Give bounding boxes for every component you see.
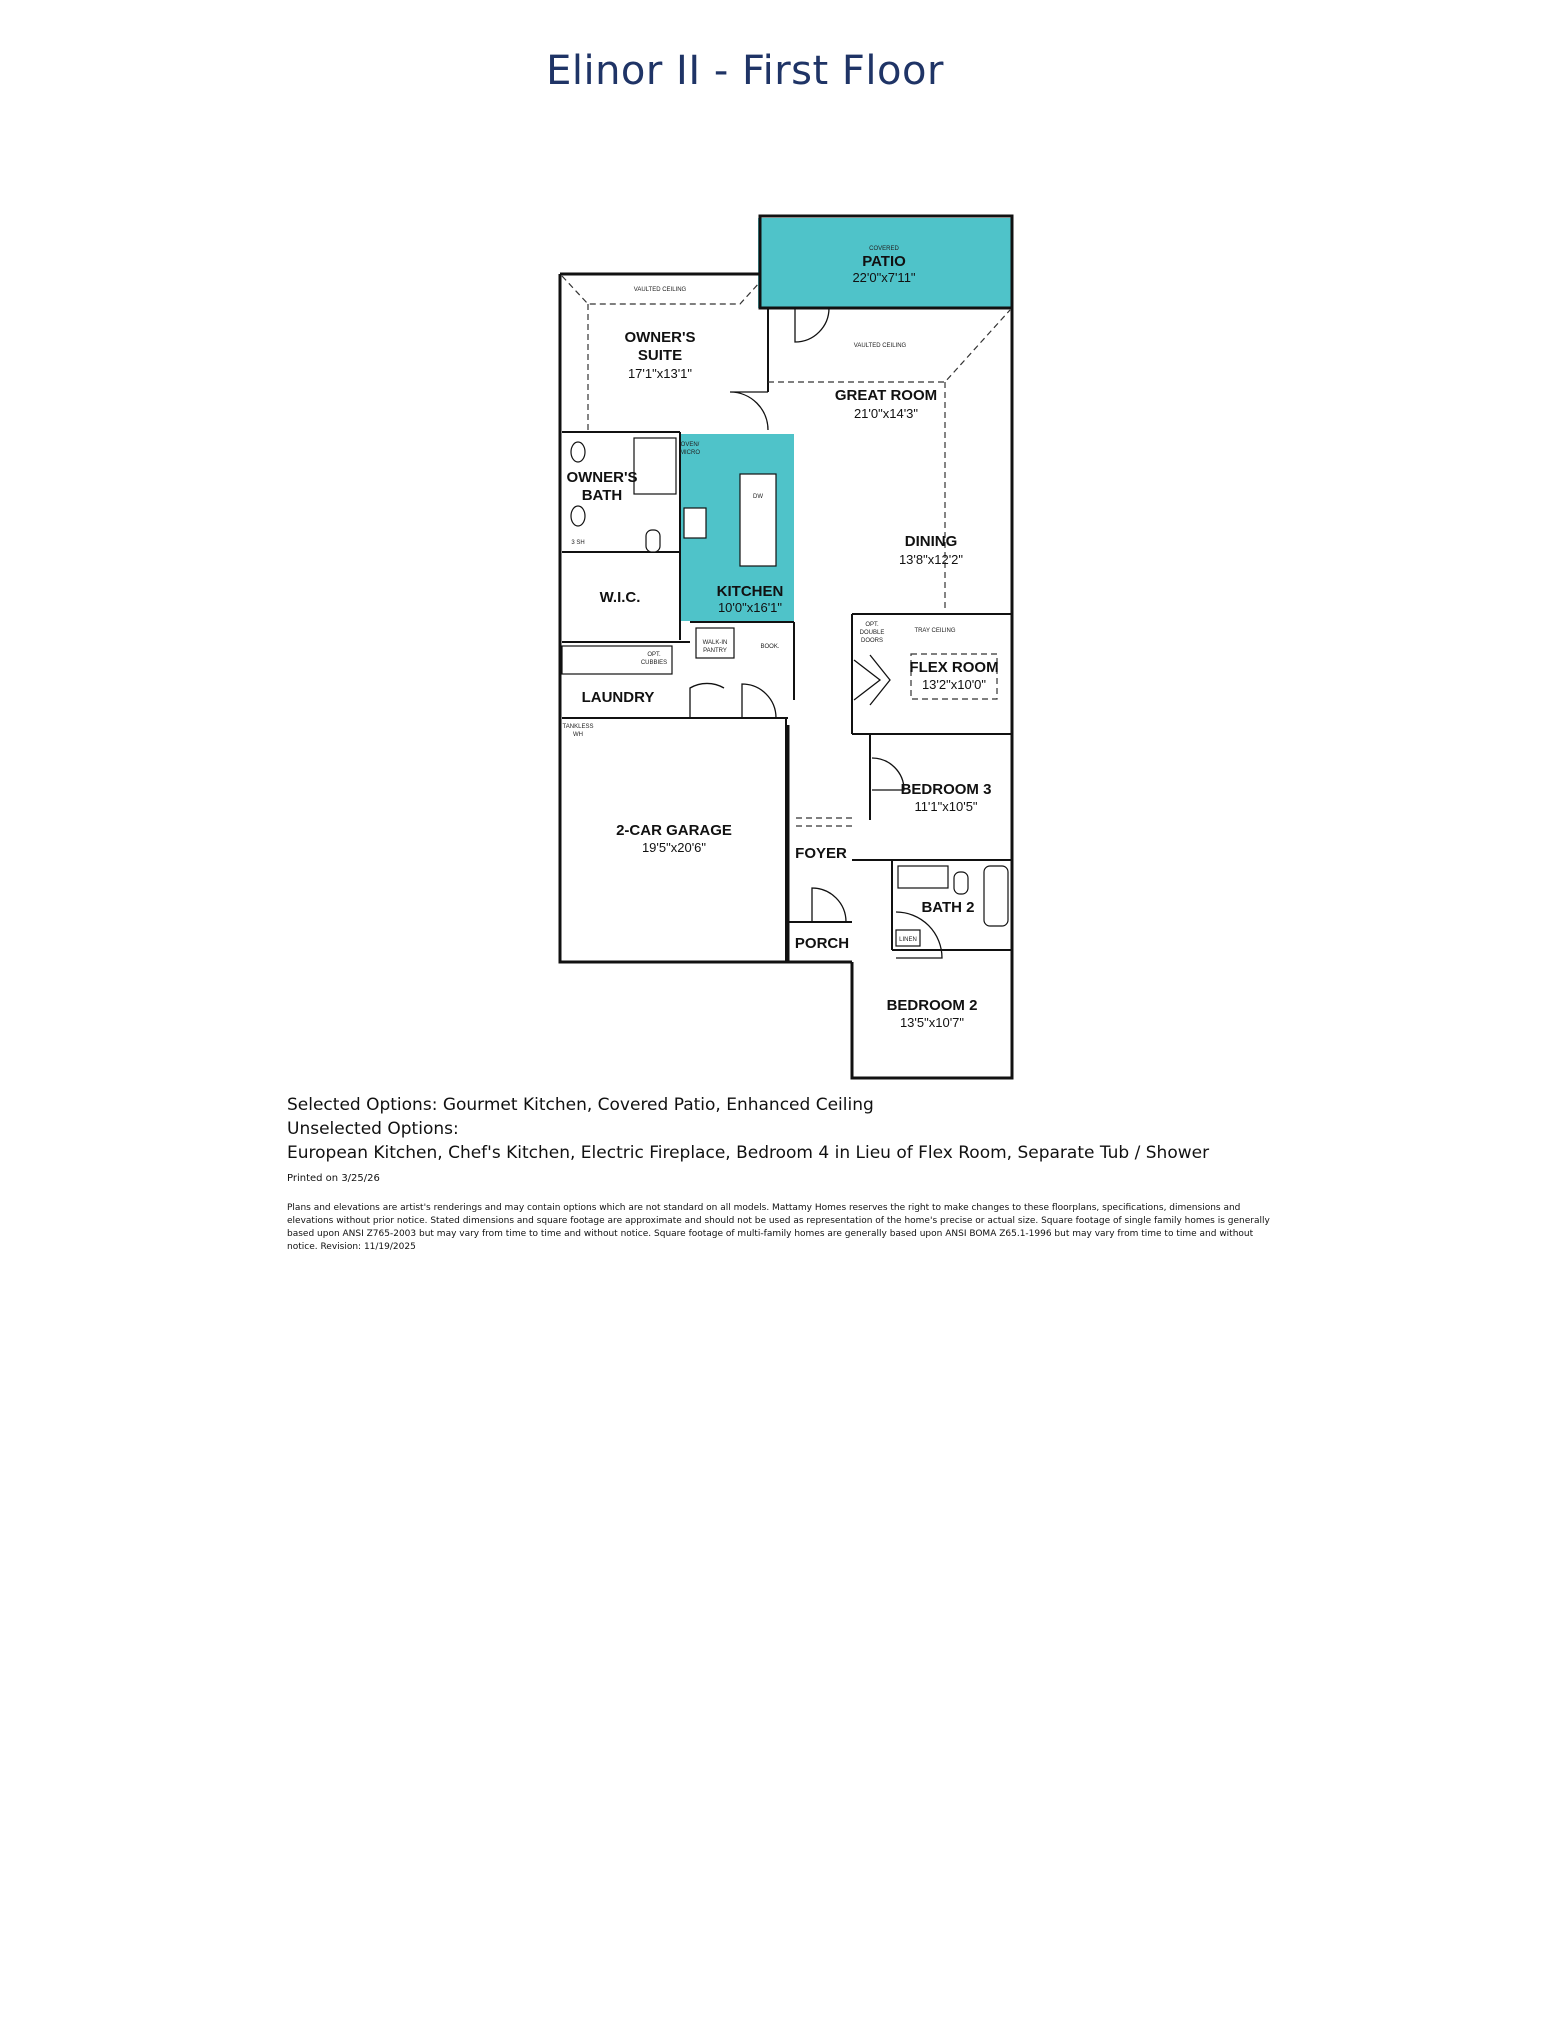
- bath2-toilet: [954, 872, 968, 894]
- porch-label: PORCH: [794, 935, 850, 952]
- suite-dim: 17'1"x13'1": [627, 366, 693, 381]
- selected-options: Selected Options: Gourmet Kitchen, Covered Patio, Enhanced Ceiling: [287, 1095, 874, 1115]
- bath2-tub: [984, 866, 1008, 926]
- dw-label: DW: [753, 494, 763, 500]
- foyer-label: FOYER: [795, 845, 847, 862]
- oven-micro-label-2: MICRO: [680, 450, 700, 456]
- flex-door-note-2: DOUBLE: [859, 630, 885, 636]
- patio-label: PATIO: [862, 253, 906, 270]
- great-note: VAULTED CEILING: [853, 343, 907, 349]
- garage-note-2: WH: [573, 732, 583, 738]
- flex-door-note-3: DOORS: [860, 638, 884, 644]
- unselected-options: European Kitchen, Chef's Kitchen, Electric Fireplace, Bedroom 4 in Lieu of Flex Room, Separate Tub / Shower: [287, 1143, 1210, 1163]
- linen-label: LINEN: [899, 937, 917, 943]
- patio-dim: 22'0"x7'11": [852, 270, 916, 285]
- pantry-label-2: PANTRY: [703, 648, 727, 654]
- patio-door: [795, 308, 829, 342]
- garage-note-1: TANKLESS: [562, 724, 594, 730]
- suite-label-2: SUITE: [637, 347, 683, 364]
- laundry-label: LAUNDRY: [581, 689, 655, 706]
- kitchen-dim: 10'0"x16'1": [717, 600, 783, 615]
- owner-sink-1: [571, 442, 585, 462]
- pantry-label-1: WALK-IN: [702, 640, 728, 646]
- bedroom3-dim: 11'1"x10'5": [914, 799, 978, 814]
- laundry-door: [690, 683, 724, 718]
- disclaimer: Plans and elevations are artist's renderings and may contain options which are not standard on all models. Mattamy Homes reserves the right to make changes to these floorplans, specifications, dimensions and elevations without prior notice. Stated dimensions and square footage are approximate and should not be used as representation of the home's precise or actual size. Square footage of single family homes is generally based upon ANSI Z765-2003 but may vary from time to time and without notice. Square footage of multi-family homes are generally based upon ANSI BOMA Z65.1-1996 but may vary from time to time and without notice. Revision: 11/19/2025: [287, 1203, 1270, 1252]
- wic-label: W.I.C.: [599, 589, 641, 606]
- bath2-label: BATH 2: [921, 899, 975, 916]
- bedroom3-label: BEDROOM 3: [900, 781, 992, 798]
- toilet-owner: [646, 530, 660, 552]
- garage-dim: 19'5"x20'6": [641, 840, 707, 855]
- dining-label: DINING: [904, 533, 958, 550]
- page-title: Elinor II - First Floor: [546, 48, 944, 94]
- bookcase-label: BOOK.: [760, 644, 780, 650]
- flex-note: TRAY CEILING: [914, 628, 956, 634]
- dining-dim: 13'8"x12'2": [898, 552, 964, 567]
- flex-door-note-1: OPT.: [865, 622, 879, 628]
- kitchen-label: KITCHEN: [716, 583, 784, 600]
- patio-note: COVERED: [869, 246, 899, 252]
- printed-date: Printed on 3/25/26: [287, 1173, 380, 1184]
- bed3-door: [872, 758, 904, 790]
- flex-room-dim: 13'2"x10'0": [921, 677, 987, 692]
- flex-door-left: [854, 660, 880, 700]
- bench-label: 3 SH: [571, 540, 585, 546]
- garage-label: 2-CAR GARAGE: [616, 822, 732, 839]
- owner-bath-label-2: BATH: [581, 487, 623, 504]
- options-notes: [287, 1093, 1287, 1254]
- bedroom2-dim: 13'5"x10'7": [899, 1015, 965, 1030]
- flex-room-label: FLEX ROOM: [909, 659, 999, 676]
- owner-sink-2: [571, 506, 585, 526]
- oven-micro-label-1: OVEN/: [680, 442, 700, 448]
- garage-door: [742, 684, 776, 718]
- suite-note: VAULTED CEILING: [633, 287, 687, 293]
- bedroom2-label: BEDROOM 2: [886, 997, 978, 1014]
- owner-bath-label-1: OWNER'S: [566, 469, 638, 486]
- front-door: [812, 888, 846, 922]
- great-room-dim: 21'0"x14'3": [853, 406, 919, 421]
- unselected-options-label: Unselected Options:: [287, 1119, 459, 1139]
- suite-label-1: OWNER'S: [624, 329, 696, 346]
- suite-door: [730, 392, 768, 430]
- shower: [634, 438, 676, 494]
- kitchen-island: [740, 474, 776, 566]
- bath2-vanity: [898, 866, 948, 888]
- cubbies-label-1: OPT.: [647, 652, 661, 658]
- great-room-label: GREAT ROOM: [834, 387, 938, 404]
- cubbies-label-2: CUBBIES: [640, 660, 668, 666]
- range: [684, 508, 706, 538]
